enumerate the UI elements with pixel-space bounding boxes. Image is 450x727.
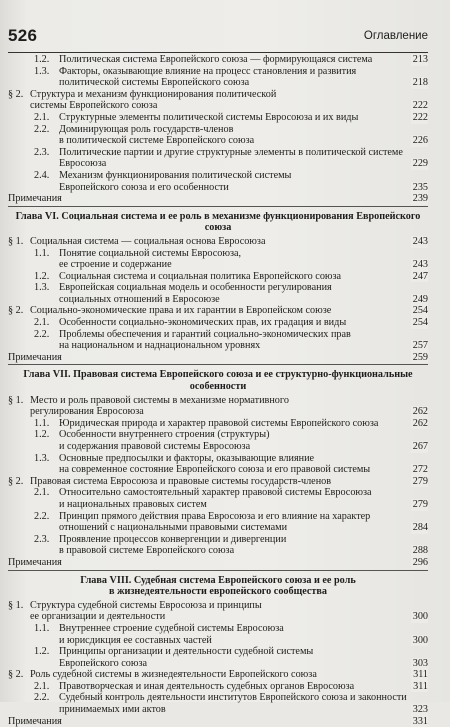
chapter-heading: Глава VI. Социальная система и ее роль в механизме функционирования Европейского союза — [15, 210, 421, 234]
toc-entry-title: Относительно самостоятельный характер правовой системы Евросоюза и национальных правовых систем — [59, 487, 372, 510]
toc-entry-page: 262 — [412, 406, 428, 418]
toc-subsection-entry[interactable] — [8, 511, 428, 534]
toc-section-entry[interactable] — [8, 305, 428, 317]
toc-entry-title: Политическая система Европейского союза — формирующаяся система — [59, 54, 373, 65]
toc-subsection-entry[interactable] — [8, 329, 428, 352]
toc-entry-title: Доминирующая роль государств-членов в политической системе Европейского союза — [59, 123, 255, 147]
toc-entry-page: 300 — [412, 634, 428, 646]
running-title: Оглавление — [363, 30, 428, 42]
toc-entry-page: 311 — [413, 680, 428, 692]
toc-entry-page: 279 — [412, 475, 428, 487]
toc-subsection-entry[interactable] — [8, 112, 428, 124]
toc-entry-title: Примечания — [8, 351, 62, 363]
toc-entry-number: § 2. — [8, 88, 24, 100]
chapter-heading: Глава VII. Правовая система Европейского союза и ее структурно-функциональные особенности — [23, 369, 413, 393]
chapter-heading: Глава VIII. Судебная система Европейского союза и ее роль в жизнедеятельности европейского сообщества — [80, 574, 356, 598]
toc-entry-title: Основные предпосылки и факторы, оказывающие влияние на современное состояние Европейского союза и его правовой системы — [59, 452, 371, 476]
toc-subsection-entry[interactable] — [8, 487, 428, 510]
toc-subsection-entry[interactable] — [8, 429, 428, 452]
toc-entry-number: 2.2. — [34, 123, 50, 135]
toc-entry-title: Структурные элементы политической системы Евросоюза и их виды — [59, 111, 359, 123]
toc-entry-number: 1.2. — [34, 54, 50, 65]
toc-entry-number: 1.3. — [34, 65, 50, 77]
toc-entry-number: 1.2. — [34, 270, 50, 282]
toc-entry-number: 2.3. — [34, 146, 50, 158]
toc-entry-number: 1.3. — [34, 282, 50, 294]
toc-section-entry[interactable] — [8, 89, 428, 112]
toc-entry-page: 303 — [412, 657, 428, 669]
toc-notes-entry[interactable] — [8, 352, 428, 364]
toc-entry-number: 1.1. — [34, 622, 50, 634]
page-header — [8, 26, 428, 53]
toc-entry-page: 249 — [412, 293, 428, 305]
toc-entry-title: Проявление процессов конвергенции и дивергенции в правовой системе Европейского союза — [59, 533, 287, 557]
toc-entry-page: 288 — [412, 545, 428, 557]
toc-section-entry[interactable] — [8, 395, 428, 418]
toc-entry-title: Политические партии и другие структурные элементы в политической системе Евросоюза — [59, 146, 403, 170]
toc-entry-number: 2.2. — [34, 692, 50, 704]
toc-subsection-entry[interactable] — [8, 248, 428, 271]
toc-entry-title: Особенности внутреннего строения (структуры) и содержания правовой системы Евросоюза — [59, 429, 270, 452]
toc-subsection-entry[interactable] — [8, 282, 428, 305]
toc-entry-number: 2.1. — [34, 317, 50, 329]
toc-entry-number: § 2. — [8, 305, 24, 317]
toc-entry-page: 222 — [412, 111, 428, 123]
toc-entry-page: 300 — [412, 611, 428, 623]
toc-entry-title: Особенности социально-экономических прав, их градация и виды — [59, 317, 347, 329]
toc-entry-page: 296 — [412, 556, 428, 568]
toc-entry-page: 267 — [412, 441, 428, 452]
table-of-contents — [8, 54, 428, 727]
toc-entry-page: 222 — [412, 100, 428, 112]
toc-subsection-entry[interactable] — [8, 271, 428, 283]
toc-entry-page: 259 — [412, 351, 428, 363]
toc-entry-number: § 1. — [8, 394, 24, 406]
toc-subsection-entry[interactable] — [8, 692, 428, 715]
toc-entry-title: Примечания — [8, 193, 62, 205]
toc-entry-title: Социально-экономические права и их гарантии в Европейском союзе — [30, 305, 332, 317]
toc-entry-page: 226 — [412, 135, 428, 147]
toc-entry-page: 254 — [412, 305, 428, 317]
toc-entry-number: 2.2. — [34, 510, 50, 522]
toc-entry-page: 272 — [412, 464, 428, 476]
toc-entry-number: 2.3. — [34, 533, 50, 545]
toc-entry-number: § 1. — [8, 235, 24, 247]
toc-entry-page: 213 — [412, 54, 428, 65]
toc-entry-page: 262 — [412, 417, 428, 429]
toc-entry-page: 279 — [412, 498, 428, 510]
toc-entry-title: Место и роль правовой системы в механизме нормативного регулирования Евросоюза — [30, 394, 289, 418]
toc-subsection-entry[interactable] — [8, 124, 428, 147]
toc-section-entry[interactable] — [8, 600, 428, 623]
toc-notes-entry[interactable] — [8, 716, 428, 727]
toc-entry-page: 311 — [413, 669, 428, 681]
toc-entry-page: 331 — [412, 715, 428, 727]
toc-entry-title: Проблемы обеспечения и гарантий социально-экономических прав на национальном и наднациональном уровнях — [59, 328, 351, 352]
toc-entry-page: 254 — [412, 317, 428, 329]
toc-entry-title: Примечания — [8, 715, 62, 727]
toc-entry-title: Механизм функционирования политической системы Европейского союза и его особенности — [59, 169, 292, 193]
toc-subsection-entry[interactable] — [8, 453, 428, 476]
toc-subsection-entry[interactable] — [8, 418, 428, 430]
toc-entry-number: 2.1. — [34, 111, 50, 123]
toc-entry-number: 1.1. — [34, 417, 50, 429]
toc-subsection-entry[interactable] — [8, 170, 428, 193]
toc-entry-page: 243 — [412, 259, 428, 271]
toc-entry-number: 1.3. — [34, 452, 50, 464]
toc-entry-title: Судебный контроль деятельности институтов Европейского союза и законности принимаемых ими актов — [59, 692, 407, 716]
toc-entry-title: Примечания — [8, 556, 62, 568]
toc-entry-title: Внутреннее строение судебной системы Евросоюза и юрисдикция ее составных частей — [59, 622, 284, 646]
chapter-divider — [8, 364, 428, 365]
toc-notes-entry[interactable] — [8, 193, 428, 205]
toc-entry-number: § 2. — [8, 669, 24, 681]
toc-entry-title: Социальная система — социальная основа Евросоюза — [30, 235, 266, 247]
toc-entry-title: Социальная система и социальная политика Европейского союза — [59, 270, 342, 282]
toc-entry-page: 284 — [412, 522, 428, 534]
toc-section-entry[interactable] — [8, 476, 428, 488]
toc-entry-title: Структура судебной системы Евросоюза и принципы ее организации и деятельности — [30, 599, 262, 623]
toc-entry-page: 257 — [412, 340, 428, 352]
toc-notes-entry[interactable] — [8, 557, 428, 569]
toc-subsection-entry[interactable] — [8, 623, 428, 646]
toc-entry-number: 2.1. — [34, 487, 50, 499]
toc-entry-page: 243 — [412, 235, 428, 247]
toc-section-entry[interactable] — [8, 669, 428, 681]
toc-entry-title: Юридическая природа и характер правовой системы Европейского союза — [59, 417, 379, 429]
toc-entry-page: 229 — [412, 158, 428, 170]
toc-entry-number: 1.2. — [34, 429, 50, 441]
toc-entry-title: Понятие социальной системы Евросоюза, ее строение и содержание — [59, 247, 242, 271]
toc-entry-number: 1.1. — [34, 247, 50, 259]
toc-entry-number: 2.2. — [34, 328, 50, 340]
toc-entry-number: § 2. — [8, 475, 24, 487]
toc-entry-page: 247 — [412, 270, 428, 282]
toc-entry-title: Европейская социальная модель и особенности регулирования социальных отношений в Евросоюзе — [59, 282, 332, 305]
chapter-divider — [8, 206, 428, 207]
toc-entry-title: Структура и механизм функционирования политической системы Европейского союза — [30, 88, 277, 112]
toc-subsection-entry[interactable] — [8, 534, 428, 557]
toc-entry-title: Факторы, оказывающие влияние на процесс становления и развития политической системы Европейского союза — [59, 65, 357, 89]
toc-subsection-entry[interactable] — [8, 54, 428, 66]
toc-entry-page: 239 — [412, 193, 428, 205]
toc-entry-title: Принципы организации и деятельности судебной системы Европейского союза — [59, 646, 314, 669]
page-number: 526 — [8, 26, 38, 45]
toc-entry-title: Правовая система Евросоюза и правовые системы государств-членов — [30, 475, 332, 487]
toc-entry-number: § 1. — [8, 599, 24, 611]
toc-subsection-entry[interactable] — [8, 681, 428, 693]
toc-subsection-entry[interactable] — [8, 147, 428, 170]
toc-entry-page: 235 — [412, 181, 428, 193]
toc-entry-title: Роль судебной системы в жизнедеятельности Европейского союза — [30, 669, 317, 681]
chapter-divider — [8, 570, 428, 571]
toc-subsection-entry[interactable] — [8, 646, 428, 669]
toc-subsection-entry[interactable] — [8, 317, 428, 329]
toc-entry-number: 2.4. — [34, 169, 50, 181]
toc-entry-page: 218 — [412, 77, 428, 89]
toc-entry-title: Принцип прямого действия права Евросоюза и его влияние на характер отношений с национальными правовыми системами — [59, 510, 371, 534]
toc-entry-number: 2.1. — [34, 680, 50, 692]
toc-entry-number: 1.2. — [34, 646, 50, 658]
toc-section-entry[interactable] — [8, 236, 428, 248]
toc-entry-title: Правотворческая и иная деятельность судебных органов Евросоюза — [59, 680, 355, 692]
toc-entry-page: 323 — [412, 704, 428, 716]
toc-subsection-entry[interactable] — [8, 66, 428, 89]
